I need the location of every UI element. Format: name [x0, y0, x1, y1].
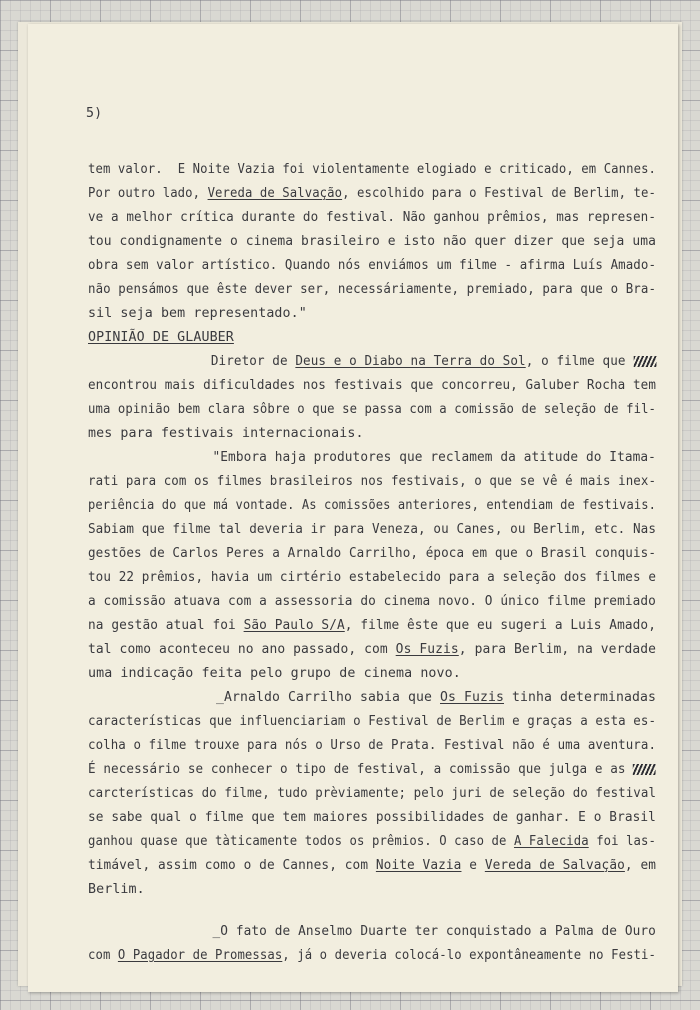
text-segment: não pensámos que êste dever ser, necessáriamente, premiado, para que o Bra-: [88, 282, 657, 297]
text-segment: "Embora haja produtores que reclamem da atitude do Itama-: [88, 450, 656, 465]
text-segment: características que influenciariam o Festival de Berlim e graças a esta es-: [88, 714, 657, 729]
text-segment: foi las-: [588, 834, 656, 849]
underlined-title: A Falecida: [513, 834, 589, 849]
text-line: [88, 450, 656, 465]
text-segment: a comissão atuava com a assessoria do cinema novo. O único filme premiado: [88, 594, 656, 609]
text-line: [88, 330, 234, 345]
text-segment: , escolhido para o Festival de Berlim, te-: [342, 186, 656, 201]
text-line: [88, 546, 656, 561]
underlined-title: OPINIÃO DE GLAUBER: [88, 330, 234, 345]
text-line: [88, 522, 656, 537]
text-segment: tou 22 prêmios, havia um cirtério estabelecido para a seleção dos filmes e: [88, 570, 657, 585]
text-segment: sil seja bem representado.": [88, 306, 307, 321]
text-line: [88, 306, 307, 321]
text-segment: periência do que má vontade. As comissões anteriores, entendiam de festivais.: [88, 498, 657, 513]
underlined-title: Vereda de Salvação: [207, 186, 343, 201]
text-line: [88, 282, 656, 297]
text-line: [88, 762, 656, 777]
text-line: [88, 924, 656, 939]
text-segment: timável, assim como o de Cannes, com: [88, 858, 376, 873]
strikeout-scribble: [633, 764, 656, 775]
underlined-title: São Paulo S/A: [243, 618, 345, 633]
text-segment: tem valor. E Noite Vazia foi violentamente elogiado e criticado, em Cannes.: [88, 162, 657, 177]
text-segment: , o filme que: [525, 354, 634, 369]
text-line: [88, 810, 656, 825]
text-segment: e: [461, 858, 485, 873]
text-segment: Por outro lado,: [88, 186, 208, 201]
text-segment: tou condignamente o cinema brasileiro e isto não quer dizer que seja uma: [88, 234, 657, 249]
text-line: [88, 834, 656, 849]
text-segment: , filme êste que eu sugeri a Luis Amado,: [344, 618, 656, 633]
underlined-title: Noite Vazia: [375, 858, 462, 873]
text-line: [88, 186, 656, 201]
text-line: [88, 378, 656, 393]
text-line: [88, 162, 656, 177]
text-segment: Diretor de: [88, 354, 296, 369]
text-segment: _Arnaldo Carrilho sabia que: [88, 690, 441, 705]
text-segment: uma opinião bem clara sôbre o que se passa com a comissão de seleção de fil-: [88, 402, 657, 417]
text-segment: mes para festivais internacionais.: [88, 426, 364, 441]
underlined-title: Os Fuzis: [440, 690, 505, 705]
text-segment: tinha determinadas: [504, 690, 657, 705]
text-segment: gestões de Carlos Peres a Arnaldo Carrilho, época em que o Brasil conquis-: [88, 546, 657, 561]
text-segment: com: [88, 948, 118, 963]
text-line: [88, 882, 145, 897]
text-line: [88, 426, 364, 441]
text-line: [88, 210, 656, 225]
text-segment: carcterísticas do filme, tudo prèviamente; pelo juri de seleção do festival: [88, 786, 657, 801]
text-segment: Berlim.: [88, 882, 145, 897]
text-line: [88, 714, 656, 729]
text-segment: encontrou mais dificuldades nos festivais que concorreu, Galuber Rocha tem: [88, 378, 657, 393]
text-segment: É necessário se conhecer o tipo de festival, a comissão que julga e as: [88, 762, 634, 777]
text-line: [88, 666, 461, 681]
text-line: [88, 570, 656, 585]
text-segment: , em: [624, 858, 657, 873]
text-segment: ve a melhor crítica durante do festival. Não ganhou prêmios, mas represen-: [88, 210, 657, 225]
text-segment: , já o deveria colocá-lo expontâneamente no Festi-: [282, 948, 656, 963]
text-line: [88, 948, 656, 963]
text-line: [88, 738, 656, 753]
text-segment: , para Berlim, na verdade: [458, 642, 657, 657]
text-segment: rati para com os filmes brasileiros nos festivais, o que se vê é mais inex-: [88, 474, 657, 489]
underlined-title: Os Fuzis: [395, 642, 459, 657]
underlined-title: Deus e o Diabo na Terra do Sol: [295, 354, 526, 369]
strikeout-scribble: [633, 356, 656, 367]
text-line: [88, 402, 656, 417]
text-segment: se sabe qual o filme que tem maiores possibilidades de ganhar. E o Brasil: [88, 810, 656, 825]
text-segment: uma indicação feita pelo grupo de cinema novo.: [88, 666, 461, 681]
text-segment: _O fato de Anselmo Duarte ter conquistado a Palma de Ouro: [88, 924, 656, 939]
text-line: [88, 354, 656, 369]
text-line: [88, 858, 656, 873]
text-segment: colha o filme trouxe para nós o Urso de Prata. Festival não é uma aventura.: [88, 738, 657, 753]
page-number: 5): [86, 106, 103, 121]
text-line: [88, 234, 656, 249]
text-segment: ganhou quase que tàticamente todos os prêmios. O caso de: [88, 834, 514, 849]
text-segment: Sabiam que filme tal deveria ir para Veneza, ou Canes, ou Berlim, etc. Nas: [88, 522, 657, 537]
text-line: [88, 258, 656, 273]
text-line: [88, 594, 656, 609]
underlined-title: Vereda de Salvação: [484, 858, 625, 873]
text-line: [88, 642, 656, 657]
text-line: [88, 786, 656, 801]
text-line: [88, 474, 656, 489]
text-segment: obra sem valor artístico. Quando nós enviámos um filme - afirma Luís Amado-: [88, 258, 657, 273]
text-segment: na gestão atual foi: [88, 618, 244, 633]
text-line: [88, 618, 656, 633]
text-segment: tal como aconteceu no ano passado, com: [88, 642, 396, 657]
typewritten-page: [28, 24, 678, 992]
text-line: [88, 690, 656, 705]
underlined-title: O Pagador de Promessas: [117, 948, 283, 963]
text-line: [88, 498, 656, 513]
